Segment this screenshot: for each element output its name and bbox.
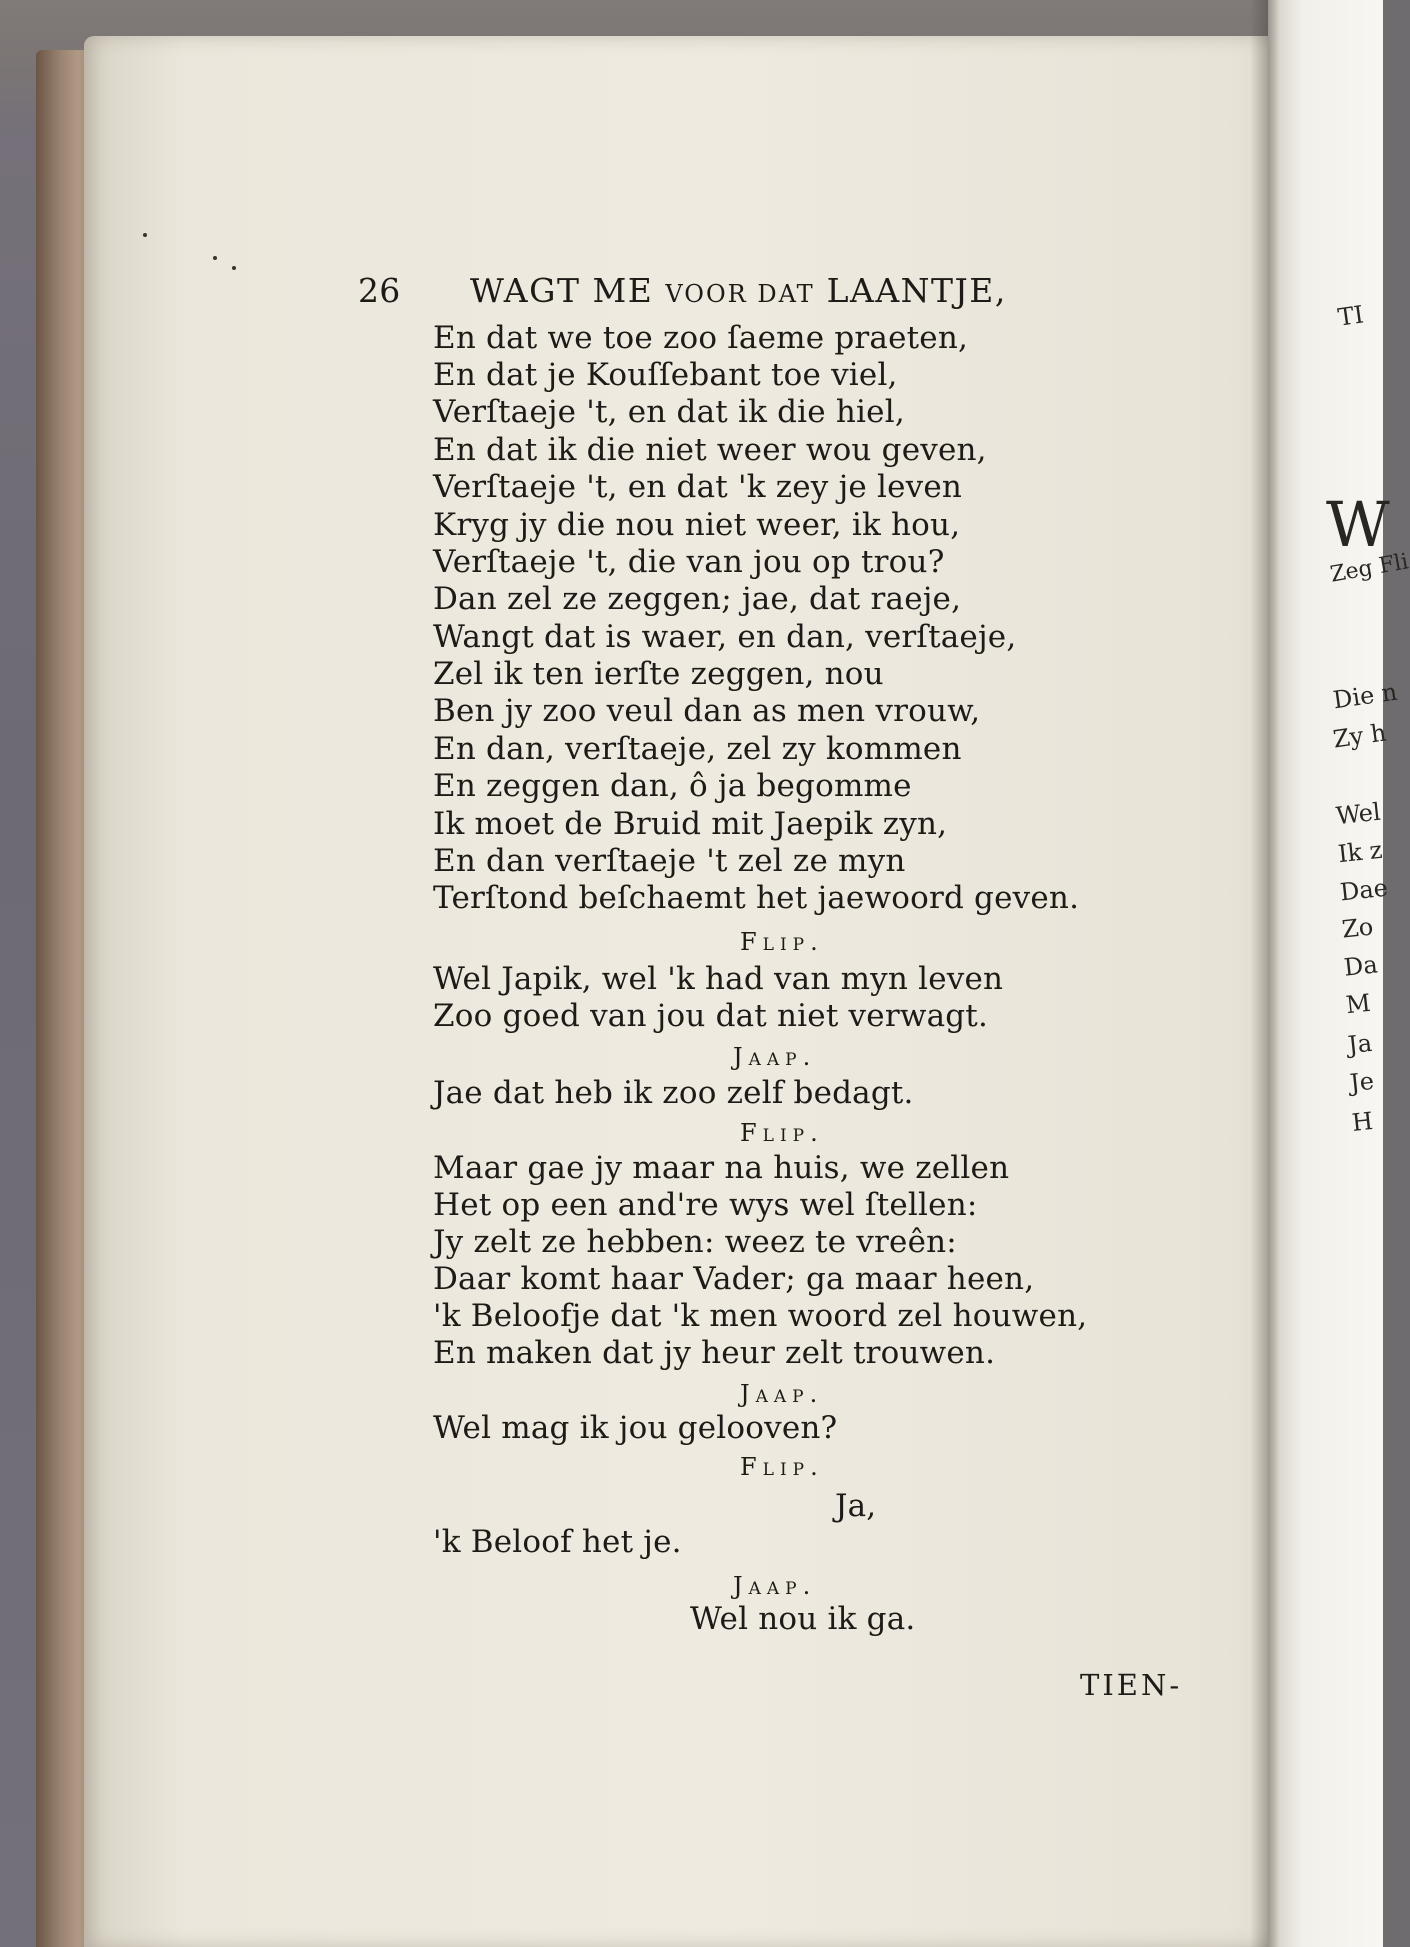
verse-line: Ik moet de Bruid mit Jaepik zyn, — [433, 806, 948, 842]
facing-fragment: Zo — [1340, 912, 1375, 944]
dialogue-line: Het op een and're wys wel ſtellen: — [433, 1187, 978, 1223]
dialogue-line: Wel nou ik ga. — [690, 1601, 916, 1637]
facing-fragment: TI — [1336, 300, 1366, 332]
verse-line: Ben jy zoo veul dan as men vrouw, — [433, 693, 981, 729]
running-title: WAGT ME VOOR DAT LAANTJE, — [470, 271, 1007, 310]
verse-line: Zel ik ten ierſte zeggen, nou — [433, 656, 884, 692]
facing-fragment: M — [1344, 988, 1372, 1020]
verse-line: Terſtond beſchaemt het jaewoord geven. — [433, 880, 1080, 916]
facing-fragment: Zeg Fli — [1328, 549, 1410, 588]
facing-fragment: Die n — [1331, 677, 1399, 715]
verse-line: En dat ik die niet weer wou geven, — [433, 432, 987, 468]
dialogue-line: Wel Japik, wel 'k had van myn leven — [433, 961, 1004, 997]
speaker-heading: Jaap. — [733, 1043, 817, 1071]
facing-page — [1268, 0, 1410, 1947]
facing-fragment: Je — [1348, 1066, 1376, 1098]
dialogue-line: Zoo goed van jou dat niet verwagt. — [433, 998, 989, 1034]
verse-line: Verſtaeje 't, die van jou op trou? — [433, 544, 945, 580]
dialogue-line: Jy zelt ze hebben: weez te vreên: — [433, 1224, 957, 1260]
speaker-heading: Flip. — [740, 1453, 824, 1481]
verse-line: En dan, verſtaeje, zel zy kommen — [433, 731, 962, 767]
dialogue-line: Wel mag ik jou gelooven? — [433, 1410, 838, 1446]
facing-fragment: Da — [1342, 950, 1379, 982]
foxing-spot — [213, 256, 217, 260]
verse-line: Dan zel ze zeggen; jae, dat raeje, — [433, 581, 962, 617]
verse-line: En zeggen dan, ô ja begomme — [433, 768, 912, 804]
facing-fragment: Wel — [1334, 797, 1382, 831]
dialogue-line: Ja, — [835, 1488, 877, 1524]
dialogue-line: 'k Beloofje dat 'k men woord zel houwen, — [433, 1298, 1088, 1334]
facing-fragment: Zy h — [1331, 718, 1389, 754]
verse-line: Kryg jy die nou niet weer, ik hou, — [433, 507, 961, 543]
dialogue-line: Maar gae jy maar na huis, we zellen — [433, 1150, 1010, 1186]
gutter-shadow — [1250, 0, 1280, 1947]
speaker-heading: Flip. — [740, 1119, 824, 1147]
facing-fragment: W — [1326, 488, 1390, 561]
speaker-heading: Jaap. — [733, 1572, 817, 1600]
speaker-heading: Flip. — [740, 928, 824, 956]
verse-line: En dat we toe zoo ſaeme praeten, — [433, 320, 969, 356]
facing-fragment: H — [1350, 1106, 1375, 1138]
dialogue-line: Jae dat heb ik zoo zelf bedagt. — [433, 1075, 914, 1111]
facing-fragment: Ik z — [1336, 835, 1384, 869]
verse-line: En dan verſtaeje 't zel ze myn — [433, 843, 906, 879]
foxing-spot — [143, 233, 147, 237]
dialogue-line: 'k Beloof het je. — [433, 1524, 682, 1560]
facing-fragment: Dae — [1338, 873, 1390, 907]
verse-line: Verſtaeje 't, en dat ik die hiel, — [433, 394, 905, 430]
foxing-spot — [232, 266, 236, 270]
verse-line: Verſtaeje 't, en dat 'k zey je leven — [433, 469, 963, 505]
facing-fragment: Ja — [1346, 1028, 1374, 1060]
verse-line: Wangt dat is waer, en dan, verſtaeje, — [433, 619, 1017, 655]
dialogue-line: En maken dat jy heur zelt trouwen. — [433, 1335, 996, 1371]
verse-line: En dat je Kouſſebant toe viel, — [433, 357, 898, 393]
page-number: 26 — [358, 271, 401, 310]
catchword: TIEN- — [1080, 1668, 1183, 1702]
dialogue-line: Daar komt haar Vader; ga maar heen, — [433, 1261, 1035, 1297]
speaker-heading: Jaap. — [740, 1380, 824, 1408]
